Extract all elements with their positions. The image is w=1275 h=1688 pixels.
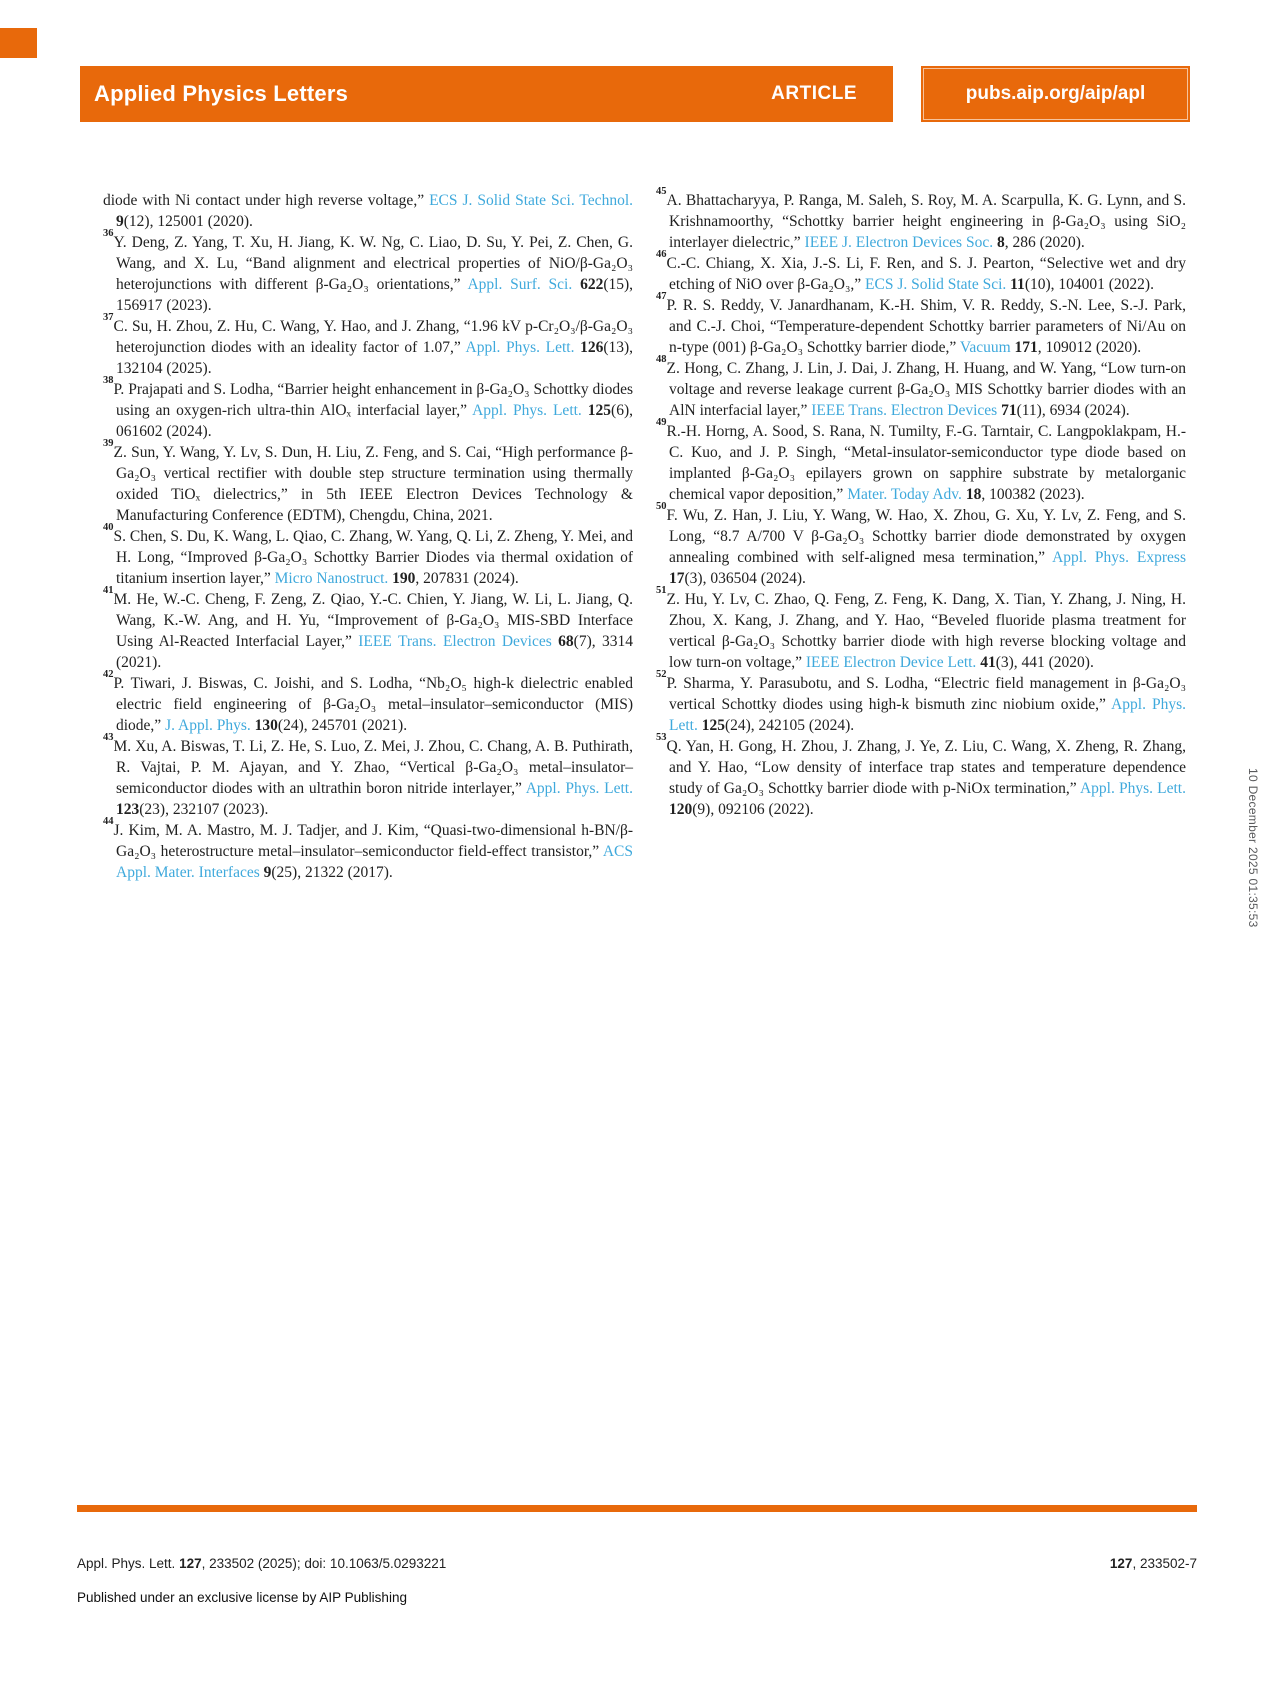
journal-link[interactable]: Mater. Today Adv. [847,486,962,503]
text-segment: P. Tiwari, J. Biswas, C. Joishi, and S. Lodha, “Nb₂O₅ high-k dielectric enabled electric field engineering of β-Ga₂O₃ metal–insulator–semiconductor (MIS) diode,” [113,675,633,734]
reference-entry [103,190,633,232]
reference-entry [656,417,1186,505]
text-segment: 9 [116,213,124,230]
reference-entry [656,732,1186,820]
reference-entry [656,585,1186,673]
text-segment: S. Chen, S. Du, K. Wang, L. Qiao, C. Zhang, W. Yang, Q. Li, Z. Zheng, Y. Mei, and H. Long, “Improved β-Ga₂O₃ Schottky Barrier Diodes via thermal oxidation of titanium insertion layer,” [113,528,633,587]
text-segment: 8 [996,234,1005,251]
text-segment: (25), 21322 (2017). [271,864,393,881]
reference-entry [103,228,634,316]
reference-number: 42 [103,669,114,681]
reference-number: 49 [656,417,667,429]
reference-number: 50 [656,501,667,513]
reference-entry [103,312,634,379]
journal-link[interactable]: Appl. Phys. Lett. [1079,780,1186,797]
text-segment: 125 [587,402,612,419]
site-url[interactable]: pubs.aip.org/aip/apl [965,83,1146,104]
footer-page-number [1110,1556,1197,1571]
reference-number: 46 [656,249,667,261]
text-segment: 120 [669,801,693,818]
reference-number: 44 [103,816,114,828]
references-section [103,186,1186,883]
journal-link[interactable]: Appl. Phys. Lett. [465,339,575,356]
text-segment: P. R. S. Reddy, V. Janardhanam, K.-H. Shim, V. R. Reddy, S.-N. Lee, S.-J. Park, and C.-J. Choi, “Temperature-dependent Schottky barrier parameters of Ni/Au on n-type (001) β-Ga₂O₃ Schottky barrier diode,” [666,297,1186,356]
article-label: ARTICLE [771,83,857,104]
reference-entry [103,438,633,526]
reference-number: 53 [656,732,667,744]
reference-number: 43 [103,732,114,744]
text-segment: 18 [965,486,982,503]
text-segment: (15), 156917 (2023). [116,276,634,314]
text-segment [572,276,580,293]
text-segment: (9), 092106 (2022). [692,801,814,818]
reference-entry [656,249,1186,295]
text-segment: (3), 036504 (2024). [684,570,806,587]
text-segment: 126 [580,339,604,356]
journal-link[interactable]: Appl. Phys. Express [1052,549,1186,566]
journal-link[interactable]: Appl. Phys. Lett. [472,402,582,419]
text-segment: (23), 232107 (2023). [139,801,269,818]
journal-link[interactable]: IEEE Trans. Electron Devices [358,633,552,650]
text-segment: 127 [179,1556,202,1571]
text-segment: Z. Hu, Y. Lv, C. Zhao, Q. Feng, Z. Feng, K. Dang, X. Tian, Y. Zhang, J. Ning, H. Zhou, X. Kang, J. Zhang, and Y. Hao, “Beveled fluoride plasma treatment for vertical β-Ga₂O₃ Schottky barrier diode with high reverse blocking voltage and low turn-on voltage,” [666,591,1186,671]
text-segment: , 233502-7 [1132,1556,1197,1571]
text-segment: 9 [263,864,272,881]
text-segment: 190 [392,570,416,587]
reference-entry [103,816,633,883]
text-segment: 41 [980,654,996,671]
journal-link[interactable]: ACS Appl. Mater. Interfaces [116,843,633,881]
reference-number: 38 [103,375,114,387]
references-column-right [656,186,1186,883]
corner-mark [0,28,37,58]
text-segment: P. Prajapati and S. Lodha, “Barrier height enhancement in β-Ga₂O₃ Schottky diodes using an oxygen-rich ultra-thin AlOₓ interfacial layer,” [113,381,633,419]
text-segment: C. Su, H. Zhou, Z. Hu, C. Wang, Y. Hao, and J. Zhang, “1.96 kV p-Cr₂O₃/β-Ga₂O₃ heterojunction diodes with an ideality factor of 1.07,” [113,318,633,356]
reference-entry [656,354,1186,421]
journal-link[interactable]: IEEE J. Electron Devices Soc. [804,234,994,251]
journal-link[interactable]: J. Appl. Phys. [165,717,251,734]
text-segment: R.-H. Horng, A. Sood, S. Rana, N. Tumilty, F.-G. Tarntair, C. Langpoklakpam, H.-C. Kuo, and J. P. Singh, “Metal-insulator-semiconductor type diode based on implanted β-Ga₂O₃ epilayers grown on sapphire substrate by metalorganic chemical vapor deposition,” [666,423,1186,503]
reference-number: 41 [103,585,114,597]
journal-link[interactable]: Appl. Phys. Lett. [669,696,1186,734]
journal-title: Applied Physics Letters [94,81,349,106]
text-segment: (3), 441 (2020). [995,654,1094,671]
text-segment: , 286 (2020). [1004,234,1085,251]
text-segment: (6), 061602 (2024). [116,402,633,440]
text-segment: (11), 6934 (2024). [1016,402,1130,419]
reference-entry [103,669,633,736]
reference-number: 39 [103,438,114,450]
reference-entry [103,732,633,820]
reference-number: 47 [656,291,667,303]
text-segment: 71 [1001,402,1017,419]
footer-row [77,1556,1197,1571]
reference-entry [656,501,1186,589]
text-segment: 130 [254,717,278,734]
text-segment: (24), 242105 (2024). [724,717,855,734]
reference-entry [656,186,1186,253]
text-segment: Z. Sun, Y. Wang, Y. Lv, S. Dun, H. Liu, Z. Feng, and S. Cai, “High performance β-Ga₂O₃ vertical rectifier with double step structure termination using thermally oxided TiOₓ dielectrics,” in 5th IEEE Electron Devices Technology & Manufacturing Conference (EDTM), Chengdu, China, 2021. [113,444,633,524]
text-segment: C.-C. Chiang, X. Xia, J.-S. Li, F. Ren, and S. J. Pearton, “Selective wet and dry etching of NiO over β-Ga₂O₃,” [666,255,1186,293]
journal-link[interactable]: IEEE Electron Device Lett. [805,654,977,671]
reference-entry [103,375,633,442]
text-segment: , 109012 (2020). [1037,339,1142,356]
text-segment: (7), 3314 (2021). [116,633,633,671]
journal-link[interactable]: Micro Nanostruct. [274,570,389,587]
journal-link[interactable]: Appl. Phys. Lett. [525,780,633,797]
footer-license: Published under an exclusive license by AIP Publishing [77,1590,407,1605]
text-segment: (10), 104001 (2022). [1024,276,1154,293]
reference-number: 40 [103,522,114,534]
reference-entry [103,585,633,673]
text-segment: 123 [116,801,140,818]
text-segment: (12), 125001 (2020). [123,213,253,230]
text-segment: Z. Hong, C. Zhang, J. Lin, J. Dai, J. Zhang, H. Huang, and W. Yang, “Low turn-on voltage and reverse leakage current β-Ga₂O₃ MIS Schottky barrier diodes with an AlN interfacial layer,” [666,360,1186,419]
journal-link[interactable]: IEEE Trans. Electron Devices [811,402,998,419]
text-segment: Y. Deng, Z. Yang, T. Xu, H. Jiang, K. W. Ng, C. Liao, D. Su, Y. Pei, Z. Chen, G. Wang, and X. Lu, “Band alignment and electrical properties of NiO/β-Ga₂O₃ heterojunctions with different β-Ga₂O₃ orientations,” [113,234,633,293]
text-segment: Q. Yan, H. Gong, H. Zhou, J. Zhang, J. Ye, Z. Liu, C. Wang, X. Zheng, R. Zhang, and Y. Hao, “Low density of interface trap states and temperature dependence study of Ga₂O₃ Schottky barrier diode with p-NiOx termination,” [666,738,1186,797]
reference-entry [656,669,1186,736]
text-segment: Appl. Phys. Lett. [77,1556,180,1571]
text-segment: 11 [1010,276,1025,293]
journal-link[interactable]: Vacuum [959,339,1011,356]
text-segment: 125 [701,717,725,734]
reference-number: 48 [656,354,667,366]
text-segment: M. Xu, A. Biswas, T. Li, Z. He, S. Luo, Z. Mei, J. Zhou, C. Chang, A. B. Puthirath, R. Vajtai, P. M. Ajayan, and Y. Zhao, “Vertical β-Ga₂O₃ metal–insulator–semiconductor diodes with an ultrathin boron nitride interlayer,” [113,738,633,797]
text-segment: 622 [580,276,604,293]
reference-entry [103,522,633,589]
text-segment: 127 [1109,1556,1133,1571]
references-column-left [103,190,633,883]
text-segment: 17 [669,570,685,587]
text-segment: 171 [1014,339,1038,356]
journal-link[interactable]: ECS J. Solid State Sci. [865,276,1007,293]
reference-number: 45 [656,186,667,198]
text-segment: 68 [558,633,574,650]
footer-rule [77,1505,1197,1512]
text-segment: , 100382 (2023). [981,486,1085,503]
site-link-box[interactable] [921,66,1190,122]
footer-citation [77,1556,446,1571]
text-segment: , 207831 (2024). [415,570,519,587]
download-timestamp: 10 December 2025 01:35:53 [1246,768,1260,928]
reference-number: 52 [656,669,667,681]
text-segment: F. Wu, Z. Han, J. Liu, Y. Wang, W. Hao, X. Zhou, G. Xu, Y. Lv, Z. Feng, and S. Long, “8.7 A/700 V β-Ga₂O₃ Schottky barrier diode demonstrated by oxygen annealing combined with self-aligned mesa termination,” [666,507,1186,566]
text-segment: A. Bhattacharyya, P. Ranga, M. Saleh, S. Roy, M. A. Scarpulla, K. G. Lynn, and S. Krishnamoorthy, “Schottky barrier height engineering in β-Ga₂O₃ using SiO₂ interlayer dielectric,” [666,192,1186,251]
text-segment: (13), 132104 (2025). [116,339,634,377]
reference-number: 51 [656,585,667,597]
text-segment: diode with Ni contact under high reverse voltage,” [103,192,430,209]
text-segment: P. Sharma, Y. Parasubotu, and S. Lodha, “Electric field management in β-Ga₂O₃ vertical Schottky diodes using high-k bismuth zinc niobium oxide,” [666,675,1186,713]
journal-link[interactable]: ECS J. Solid State Sci. Technol. [429,192,633,209]
reference-number: 36 [103,228,114,240]
text-segment: , 233502 (2025); doi: 10.1063/5.0293221 [201,1556,447,1571]
journal-link[interactable]: Appl. Surf. Sci. [467,276,573,293]
text-segment: J. Kim, M. A. Mastro, M. J. Tadjer, and J. Kim, “Quasi-two-dimensional h-BN/β-Ga₂O₃ heterostructure metal–insulator–semiconductor field-effect transistor,” [113,822,633,860]
reference-entry [656,291,1186,358]
text-segment: (24), 245701 (2021). [277,717,408,734]
reference-number: 37 [103,312,114,324]
text-segment: M. He, W.-C. Cheng, F. Zeng, Z. Qiao, Y.-C. Chien, Y. Jiang, W. Li, L. Jiang, Q. Wang, K.-W. Ang, and H. Yu, “Improvement of β-Ga₂O₃ MIS-SBD Interface Using Al-Reacted Interfacial Layer,” [113,591,633,650]
header-bar [80,66,893,122]
